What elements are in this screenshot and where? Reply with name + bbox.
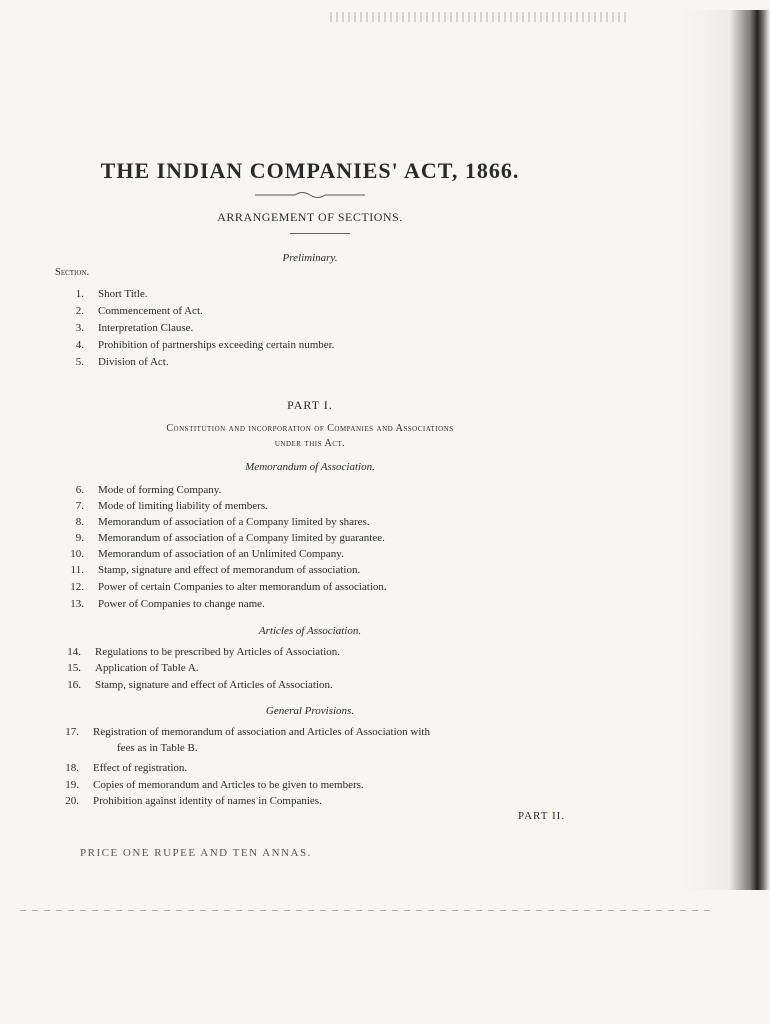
memorandum-heading: Memorandum of Association. <box>245 461 375 473</box>
scan-noise <box>330 12 630 22</box>
list-item: 2. Commencement of Act. <box>75 305 203 317</box>
list-item: 6. Mode of forming Company. <box>75 484 222 496</box>
list-item: 20. Prohibition against identity of names in Companies. <box>65 795 322 807</box>
list-item: 15. Application of Table A. <box>67 662 199 674</box>
list-item: 12. Power of certain Companies to alter memorandum of association. <box>70 581 387 593</box>
list-item: 3. Interpretation Clause. <box>75 322 194 334</box>
list-item: 1. Short Title. <box>75 288 148 300</box>
list-item: 13. Power of Companies to change name. <box>70 598 265 610</box>
list-item: 10. Memorandum of association of an Unlimited Company. <box>70 548 344 560</box>
part-one-title: PART I. <box>287 398 333 412</box>
list-item: 4. Prohibition of partnerships exceeding certain number. <box>75 339 335 351</box>
list-item-continuation: fees as in Table B. <box>117 742 198 754</box>
section-label: Section. <box>55 267 90 278</box>
divider <box>290 233 350 234</box>
list-item: 16. Stamp, signature and effect of Articles of Association. <box>67 679 333 691</box>
list-item: 11. Stamp, signature and effect of memorandum of association. <box>70 564 361 576</box>
list-item: 5. Division of Act. <box>75 356 169 368</box>
document-subtitle: ARRANGEMENT OF SECTIONS. <box>217 210 403 224</box>
scan-rule <box>20 910 710 911</box>
list-item: 14. Regulations to be prescribed by Articles of Association. <box>67 646 341 658</box>
preliminary-heading: Preliminary. <box>282 252 338 264</box>
list-item: 17. Registration of memorandum of association and Articles of Association with <box>65 726 430 738</box>
part-one-subtitle-cont: under this Act. <box>274 438 346 449</box>
list-item: 9. Memorandum of association of a Company limited by guarantee. <box>75 532 385 544</box>
list-item: 19. Copies of memorandum and Articles to be given to members. <box>65 779 364 791</box>
articles-heading: Articles of Association. <box>258 625 362 637</box>
document-title: THE INDIAN COMPANIES' ACT, 1866. <box>100 158 520 183</box>
list-item: 18. Effect of registration. <box>65 762 188 774</box>
next-part-catchword: PART II. <box>518 810 566 822</box>
ornament-flourish <box>255 190 365 200</box>
list-item: 8. Memorandum of association of a Company limited by shares. <box>75 516 370 528</box>
part-one-subtitle: Constitution and incorporation of Companies and Associations <box>166 423 454 434</box>
general-heading: General Provisions. <box>265 705 355 717</box>
price-line: PRICE ONE RUPEE AND TEN ANNAS. <box>80 847 312 859</box>
page-edge-shadow <box>680 10 770 890</box>
list-item: 7. Mode of limiting liability of members. <box>75 500 268 512</box>
